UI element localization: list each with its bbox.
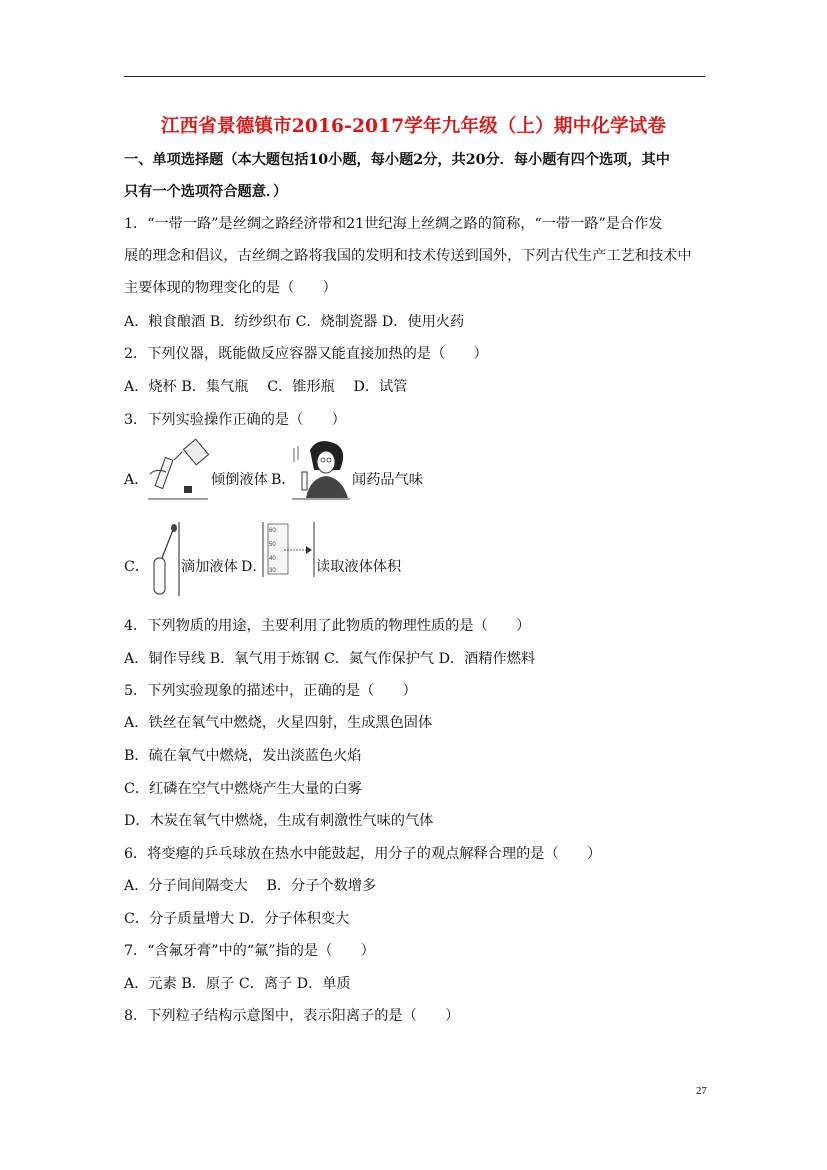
- q1-stem-line2: 展的理念和倡议，古丝绸之路将我国的发明和技术传送到国外，下列古代生产工艺和技术中: [124, 248, 692, 264]
- header-rule: [124, 76, 705, 77]
- q5-option-a: A．铁丝在氧气中燃烧，火星四射，生成黑色固体: [124, 715, 433, 731]
- cylinder-tick-label: 40: [269, 556, 276, 562]
- q3-stem: 3．下列实验操作正确的是（ ）: [124, 412, 346, 428]
- q3-option-a-text: 倾倒液体: [211, 472, 268, 488]
- q3-option-a-label: A．: [124, 472, 149, 488]
- q3-option-d-label: D．: [241, 559, 267, 575]
- q7-options: A．元素 B．原子 C．离子 D．单质: [124, 976, 351, 992]
- q2-options: A．烧杯 B．集气瓶 C．锥形瓶 D．试管: [124, 379, 408, 395]
- page-number: 27: [696, 1085, 707, 1097]
- q8-stem: 8．下列粒子结构示意图中，表示阳离子的是（ ）: [124, 1008, 460, 1024]
- cylinder-tick-label: 60: [269, 528, 276, 534]
- q4-options: A．铜作导线 B．氧气用于炼钢 C．氮气作保护气 D．酒精作燃料: [124, 651, 536, 667]
- pour-liquid-figure: [146, 438, 210, 502]
- q2-stem: 2．下列仪器，既能做反应容器又能直接加热的是（ ）: [124, 346, 488, 362]
- q6-options-cd: C．分子质量增大 D．分子体积变大: [124, 911, 350, 927]
- section-heading-line1: 一、单项选择题（本大题包括10小题，每小题2分，共20分．每小题有四个选项，其中: [124, 152, 670, 168]
- q1-stem-line1: 1．“一带一路”是丝绸之路经济带和21世纪海上丝绸之路的简称，“一带一路”是合作发: [124, 216, 663, 232]
- q3-option-b-label: B．: [271, 472, 296, 488]
- q1-stem-line3: 主要体现的物理变化的是（ ）: [124, 280, 337, 296]
- cylinder-tick-label: 30: [269, 568, 276, 574]
- q5-stem: 5．下列实验现象的描述中，正确的是（ ）: [124, 683, 417, 699]
- q3-option-d-text: 读取液体体积: [316, 559, 402, 575]
- q3-option-b-text: 闻药品气味: [352, 472, 423, 488]
- q5-option-d: D．木炭在氧气中燃烧，生成有刺激性气味的气体: [124, 813, 434, 829]
- q1-options: A．粮食酿酒 B．纺纱织布 C．烧制瓷器 D．使用火药: [124, 314, 465, 330]
- q6-options-ab: A．分子间间隔变大 B．分子个数增多: [124, 878, 377, 894]
- section-heading-line2: 只有一个选项符合题意．）: [124, 184, 288, 200]
- drop-liquid-figure: [148, 522, 182, 598]
- q6-stem: 6．将变瘪的乒乓球放在热水中能鼓起，用分子的观点解释合理的是（ ）: [124, 846, 602, 862]
- q3-option-c-text: 滴加液体: [181, 559, 238, 575]
- q3-option-c-label: C．: [124, 559, 150, 575]
- q7-stem: 7．“含氟牙膏”中的“氟”指的是（ ）: [124, 943, 375, 959]
- q5-option-c: C．红磷在空气中燃烧产生大量的白雾: [124, 781, 362, 797]
- q5-option-b: B．硫在氧气中燃烧，发出淡蓝色火焰: [124, 748, 362, 764]
- cylinder-tick-label: 50: [269, 542, 276, 548]
- graduated-cylinder-figure: [262, 522, 316, 578]
- smell-chemical-figure: [292, 438, 352, 502]
- q4-stem: 4．下列物质的用途，主要利用了此物质的物理性质的是（ ）: [124, 618, 531, 634]
- page-title: 江西省景德镇市2016-2017学年九年级（上）期中化学试卷: [160, 116, 667, 137]
